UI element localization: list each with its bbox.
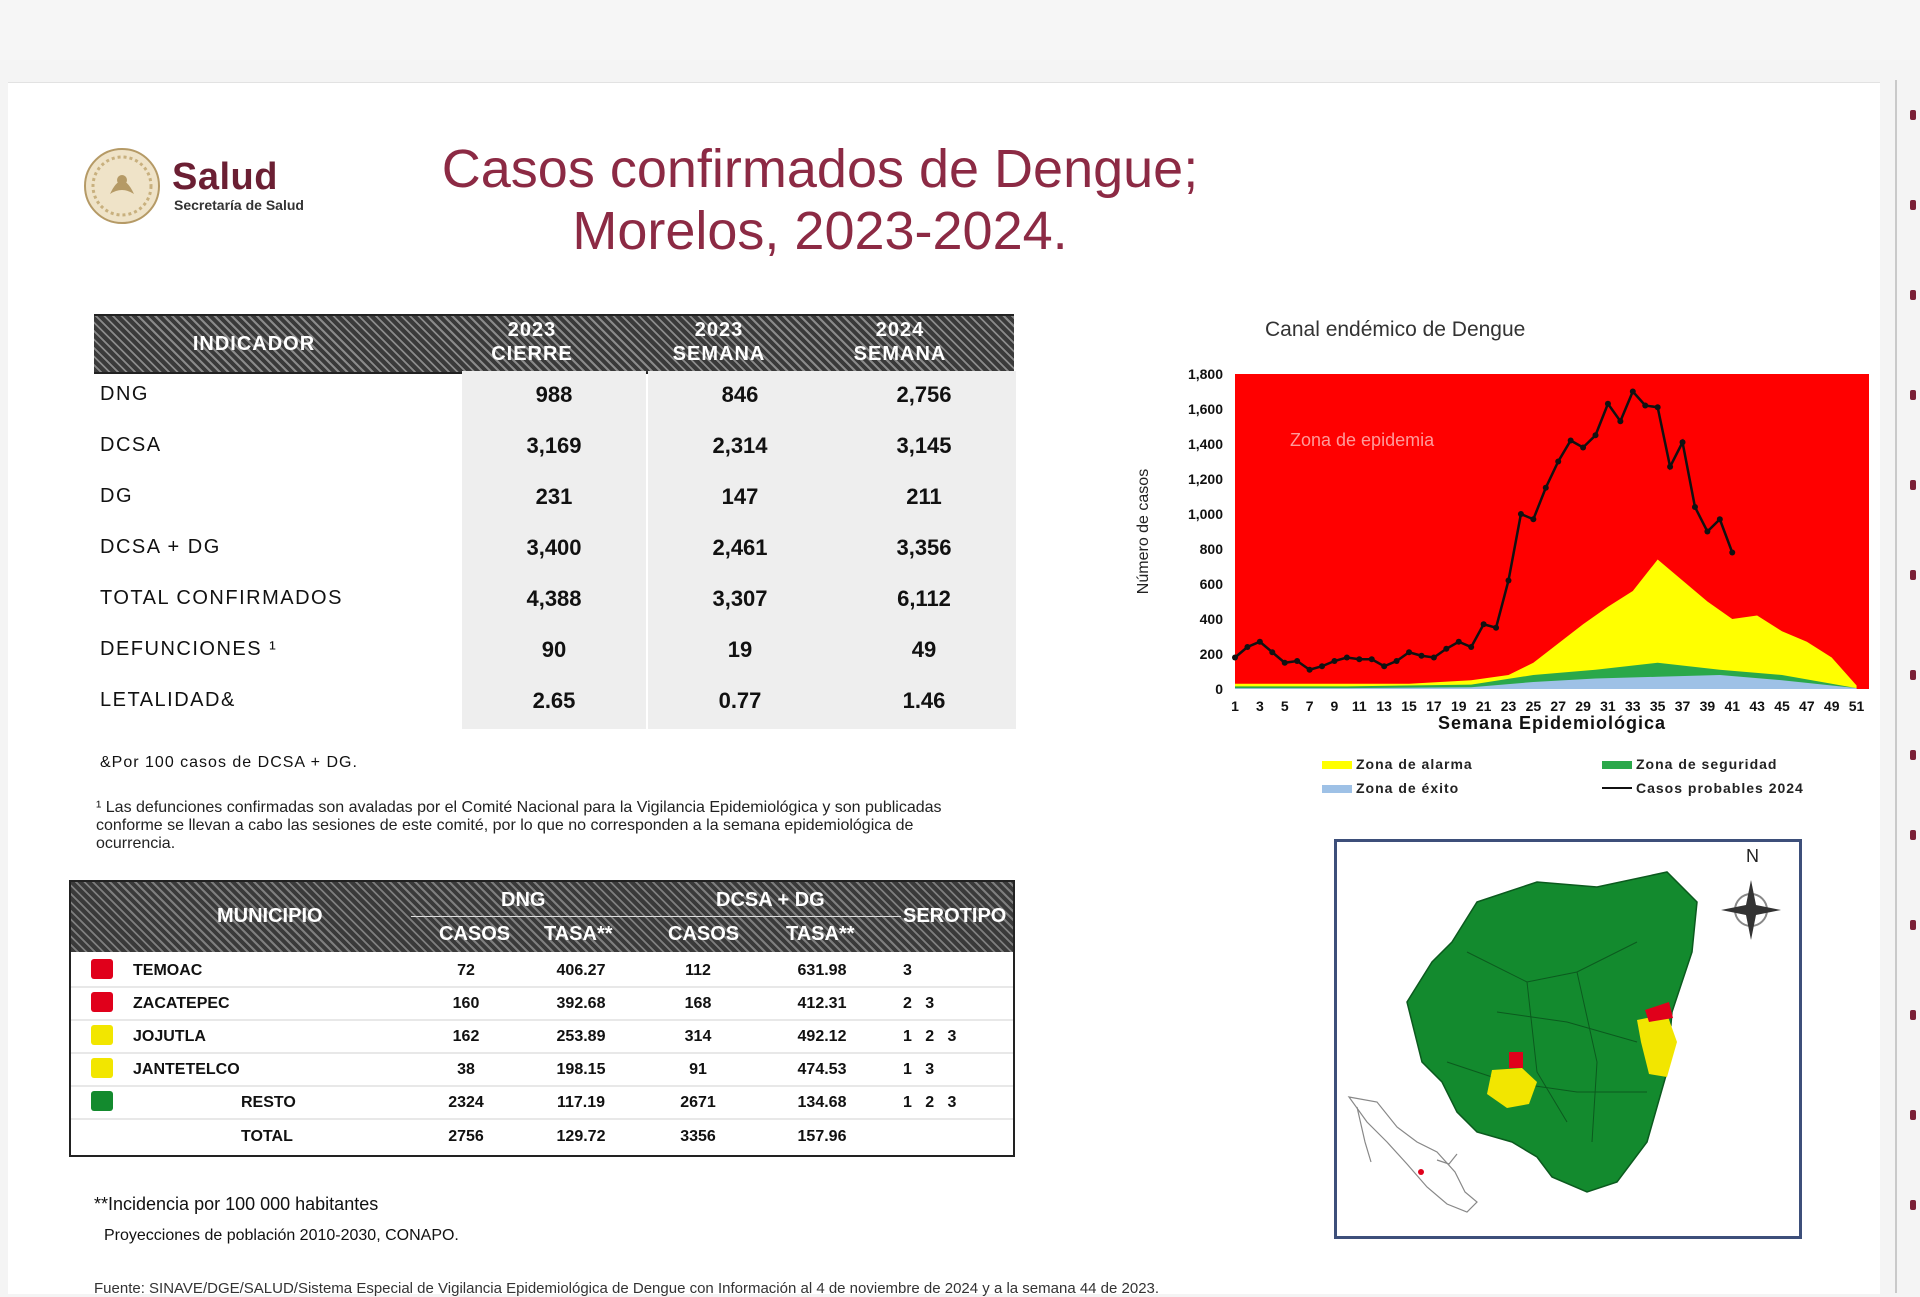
x-tick-label: 3 <box>1255 698 1264 714</box>
casos-2024-point <box>1456 639 1462 645</box>
note-proyecciones: Proyecciones de población 2010-2030, CONAPO. <box>104 1227 459 1244</box>
casos-2024-point <box>1667 464 1673 470</box>
chart-title: Canal endémico de Dengue <box>1265 318 1526 341</box>
casos-2024-point <box>1555 459 1561 465</box>
indicator-value-v2: 147 <box>721 484 759 509</box>
casos-2024-point <box>1232 655 1238 661</box>
cell-dng-tasa: 117.19 <box>556 1094 606 1111</box>
cell-dng-casos: 72 <box>457 962 475 979</box>
x-tick-label: 9 <box>1330 698 1339 714</box>
indicator-value-v3: 6,112 <box>897 586 951 611</box>
casos-2024-point <box>1331 658 1337 664</box>
x-tick-label: 31 <box>1600 698 1616 714</box>
indicator-row-label: DEFUNCIONES ¹ <box>100 638 278 660</box>
indicator-value-v2: 2,461 <box>712 535 768 560</box>
casos-2024-point <box>1580 445 1586 451</box>
casos-2024-point <box>1244 644 1250 650</box>
x-tick-label: 45 <box>1774 698 1790 714</box>
cell-serotipo: 2 3 <box>903 995 935 1012</box>
casos-2024-point <box>1704 529 1710 535</box>
municipio-name: TEMOAC <box>133 962 203 979</box>
table-row <box>71 954 1013 987</box>
indicator-value-v1: 90 <box>541 637 567 662</box>
indicator-value-v3: 211 <box>906 484 942 509</box>
y-tick-label: 1,800 <box>1187 366 1223 382</box>
cell-dcsa-tasa: 631.98 <box>797 962 847 979</box>
municipio-name: RESTO <box>241 1094 296 1111</box>
indicator-value-v1: 3,169 <box>526 433 582 458</box>
casos-2024-point <box>1729 550 1735 556</box>
x-tick-label: 49 <box>1823 698 1840 714</box>
cell-dng-tasa: 392.68 <box>556 995 606 1012</box>
casos-2024-point <box>1605 401 1611 407</box>
cell-dcsa-casos: 3356 <box>680 1128 716 1145</box>
header-indicador: INDICADOR <box>192 333 316 355</box>
municipio-table <box>69 880 1015 1157</box>
indicator-row-label: DG <box>100 485 133 507</box>
cell-dng-casos: 160 <box>452 995 480 1012</box>
cell-dng-casos: 162 <box>452 1028 480 1045</box>
mexico-seal-logo <box>82 146 162 226</box>
cell-serotipo: 1 3 <box>903 1061 935 1078</box>
y-tick-label: 800 <box>1199 541 1223 557</box>
table-row <box>71 1120 1013 1153</box>
compass-icon <box>1721 846 1781 940</box>
casos-2024-point <box>1257 639 1263 645</box>
x-tick-label: 33 <box>1625 698 1641 714</box>
page-title <box>380 138 1260 262</box>
indicator-value-v3: 3,145 <box>896 433 952 458</box>
status-indicator-red <box>91 992 113 1012</box>
indicator-value-v1: 3,400 <box>526 535 582 560</box>
x-tick-label: 15 <box>1401 698 1417 714</box>
casos-2024-point <box>1381 663 1387 669</box>
indicator-value-v1: 2.65 <box>532 688 576 713</box>
casos-2024-point <box>1630 389 1636 395</box>
municipio-table-header <box>71 882 1013 952</box>
note-letalidad: &Por 100 casos de DCSA + DG. <box>100 754 358 771</box>
indicator-row-label: DCSA + DG <box>100 536 221 558</box>
endemic-channel-chart <box>1120 356 1880 736</box>
indicator-value-v3: 1.46 <box>902 688 946 713</box>
x-tick-label: 37 <box>1674 698 1691 714</box>
cell-dcsa-tasa: 412.31 <box>797 995 847 1012</box>
cell-dcsa-casos: 91 <box>689 1061 707 1078</box>
cell-dcsa-tasa: 492.12 <box>797 1028 847 1045</box>
legend-casos-2024: Casos probables 2024 <box>1602 780 1804 796</box>
indicator-row-label: DNG <box>100 383 149 405</box>
x-tick-label: 35 <box>1649 698 1666 714</box>
casos-2024-point <box>1530 516 1536 522</box>
table-row <box>71 1053 1013 1086</box>
casos-2024-point <box>1505 578 1511 584</box>
casos-2024-point <box>1269 649 1275 655</box>
casos-2024-point <box>1468 644 1474 650</box>
cell-dcsa-casos: 168 <box>684 995 712 1012</box>
indicator-value-v3: 2,756 <box>896 382 952 407</box>
indicator-value-v2: 846 <box>721 382 759 407</box>
header-col-1: 2023 CIERRE <box>491 319 573 365</box>
cell-serotipo: 1 2 3 <box>903 1028 957 1045</box>
salud-logo-subtext: Secretaría de Salud <box>174 197 304 213</box>
legend-seguridad: Zona de seguridad <box>1602 756 1777 772</box>
casos-2024-point <box>1617 418 1623 424</box>
casos-2024-point <box>1406 649 1412 655</box>
header-group-dcsa: DCSA + DG <box>716 889 825 911</box>
x-tick-label: 25 <box>1525 698 1542 714</box>
indicator-value-v3: 49 <box>911 637 937 662</box>
indicator-row-label: DCSA <box>100 434 162 456</box>
cell-dng-casos: 2756 <box>448 1128 484 1145</box>
status-indicator-yellow <box>91 1025 113 1045</box>
casos-2024-point <box>1593 432 1599 438</box>
casos-2024-point <box>1294 658 1300 664</box>
status-indicator-yellow <box>91 1058 113 1078</box>
casos-2024-point <box>1493 625 1499 631</box>
x-tick-label: 13 <box>1376 698 1392 714</box>
table-row <box>71 1020 1013 1053</box>
x-tick-label: 11 <box>1351 698 1367 714</box>
x-tick-label: 47 <box>1799 698 1815 714</box>
casos-2024-point <box>1319 663 1325 669</box>
y-tick-label: 1,200 <box>1187 471 1223 487</box>
casos-2024-point <box>1418 653 1424 659</box>
indicator-row-label: TOTAL CONFIRMADOS <box>100 587 343 609</box>
x-tick-label: 23 <box>1500 698 1517 714</box>
indicator-value-v2: 2,314 <box>712 433 768 458</box>
header-dcsa-tasa: TASA** <box>786 923 855 945</box>
x-tick-label: 27 <box>1550 698 1567 714</box>
casos-2024-point <box>1344 655 1350 661</box>
municipio-name: ZACATEPEC <box>133 995 230 1012</box>
y-tick-label: 200 <box>1199 646 1223 662</box>
indicator-value-v1: 231 <box>535 484 573 509</box>
municipio-name: JANTETELCO <box>133 1061 240 1078</box>
cell-dng-tasa: 253.89 <box>556 1028 606 1045</box>
cell-dng-casos: 38 <box>457 1061 475 1078</box>
cell-serotipo: 1 2 3 <box>903 1094 957 1111</box>
y-tick-label: 400 <box>1199 611 1223 627</box>
y-tick-label: 600 <box>1199 576 1223 592</box>
header-dng-tasa: TASA** <box>544 923 613 945</box>
indicator-row-label: LETALIDAD& <box>100 689 236 711</box>
x-tick-label: 29 <box>1575 698 1591 714</box>
casos-2024-point <box>1680 439 1686 445</box>
header-serotipo: SEROTIPO <box>903 905 1007 927</box>
source-footnote: Fuente: SINAVE/DGE/SALUD/Sistema Especial de Vigilancia Epidemiológica de Dengue con Información al 4 de noviembre de 2024 y a la semana 44 de 2023. <box>94 1280 1160 1297</box>
x-tick-label: 51 <box>1848 698 1865 714</box>
casos-2024-point <box>1481 621 1487 627</box>
casos-2024-point <box>1431 655 1437 661</box>
cell-dcsa-tasa: 157.96 <box>797 1128 847 1145</box>
cell-dcsa-casos: 314 <box>684 1028 712 1045</box>
municipio-name: JOJUTLA <box>133 1028 206 1045</box>
note-incidencia: **Incidencia por 100 000 habitantes <box>94 1194 379 1214</box>
x-tick-label: 17 <box>1426 698 1442 714</box>
header-group-dng: DNG <box>501 889 546 911</box>
y-tick-label: 1,400 <box>1187 436 1223 452</box>
indicator-value-v1: 4,388 <box>526 586 582 611</box>
salud-logo-text: Salud <box>172 156 278 198</box>
mexico-inset-map <box>1349 1097 1477 1212</box>
header-dng-casos: CASOS <box>439 923 511 945</box>
indicator-value-v2: 0.77 <box>718 688 762 713</box>
legend-exito: Zona de éxito <box>1322 780 1459 796</box>
status-indicator-red <box>91 959 113 979</box>
x-tick-label: 5 <box>1280 698 1289 714</box>
casos-2024-point <box>1443 646 1449 652</box>
x-tick-label: 21 <box>1475 698 1492 714</box>
cell-dng-casos: 2324 <box>448 1094 484 1111</box>
indicator-value-v2: 19 <box>727 637 753 662</box>
casos-2024-point <box>1692 504 1698 510</box>
epidemic-zone-label: Zona de epidemia <box>1290 430 1435 450</box>
municipio-name: TOTAL <box>241 1128 293 1145</box>
note-defunciones: ¹ Las defunciones confirmadas son avaladas por el Comité Nacional para la Vigilancia Epidemiológica y son publicadas conforme se llevan a cabo las sesiones de este comité, por lo que no corresponden a la semana epidemiológica de ocurrencia. <box>96 799 942 852</box>
casos-2024-point <box>1655 404 1661 410</box>
casos-2024-point <box>1307 667 1313 673</box>
casos-2024-point <box>1518 511 1524 517</box>
status-indicator-green <box>91 1091 113 1111</box>
y-axis-label: Número de casos <box>1135 468 1152 595</box>
right-edge-line <box>1895 80 1897 1293</box>
cell-dng-tasa: 129.72 <box>556 1128 606 1145</box>
compass-north-label: N <box>1746 846 1759 866</box>
casos-2024-point <box>1282 660 1288 666</box>
casos-2024-point <box>1642 403 1648 409</box>
x-axis-label: Semana Epidemiológica <box>1437 713 1667 733</box>
indicator-value-v1: 988 <box>535 382 573 407</box>
header-dcsa-casos: CASOS <box>668 923 740 945</box>
cell-serotipo: 3 <box>903 962 912 979</box>
casos-2024-point <box>1543 485 1549 491</box>
x-tick-label: 39 <box>1699 698 1716 714</box>
casos-2024-point <box>1568 438 1574 444</box>
casos-2024-point <box>1356 656 1362 662</box>
cell-dcsa-casos: 2671 <box>680 1094 716 1111</box>
map-region-red-zacatepec <box>1509 1052 1523 1068</box>
indicator-table-header <box>94 314 1014 374</box>
cell-dng-tasa: 406.27 <box>556 962 606 979</box>
y-tick-label: 0 <box>1215 681 1223 697</box>
cell-dcsa-tasa: 134.68 <box>797 1094 847 1111</box>
x-tick-label: 41 <box>1724 698 1741 714</box>
casos-2024-point <box>1369 656 1375 662</box>
y-tick-label: 1,600 <box>1187 401 1223 417</box>
x-tick-label: 1 <box>1231 698 1239 714</box>
cell-dcsa-tasa: 474.53 <box>797 1061 847 1078</box>
legend-alarma: Zona de alarma <box>1322 756 1473 772</box>
top-bar <box>0 0 1920 60</box>
header-col-2: 2023 SEMANA <box>672 319 766 365</box>
casos-2024-point <box>1717 516 1723 522</box>
table-row <box>71 1086 1013 1119</box>
title-line-2: Morelos, 2023-2024. <box>572 201 1068 261</box>
title-line-1: Casos confirmados de Dengue; <box>441 139 1199 199</box>
cell-dng-tasa: 198.15 <box>556 1061 606 1078</box>
y-tick-label: 1,000 <box>1187 506 1223 522</box>
indicator-value-v2: 3,307 <box>712 586 768 611</box>
indicator-value-v3: 3,356 <box>896 535 952 560</box>
morelos-map <box>1334 839 1802 1239</box>
right-edge-marks <box>1910 90 1920 1290</box>
cell-dcsa-casos: 112 <box>685 962 711 979</box>
x-tick-label: 7 <box>1305 698 1314 714</box>
x-tick-label: 19 <box>1450 698 1467 714</box>
casos-2024-point <box>1394 658 1400 664</box>
header-col-3: 2024 SEMANA <box>853 319 947 365</box>
header-municipio: MUNICIPIO <box>217 905 323 927</box>
x-tick-label: 43 <box>1749 698 1765 714</box>
table-row <box>71 987 1013 1020</box>
